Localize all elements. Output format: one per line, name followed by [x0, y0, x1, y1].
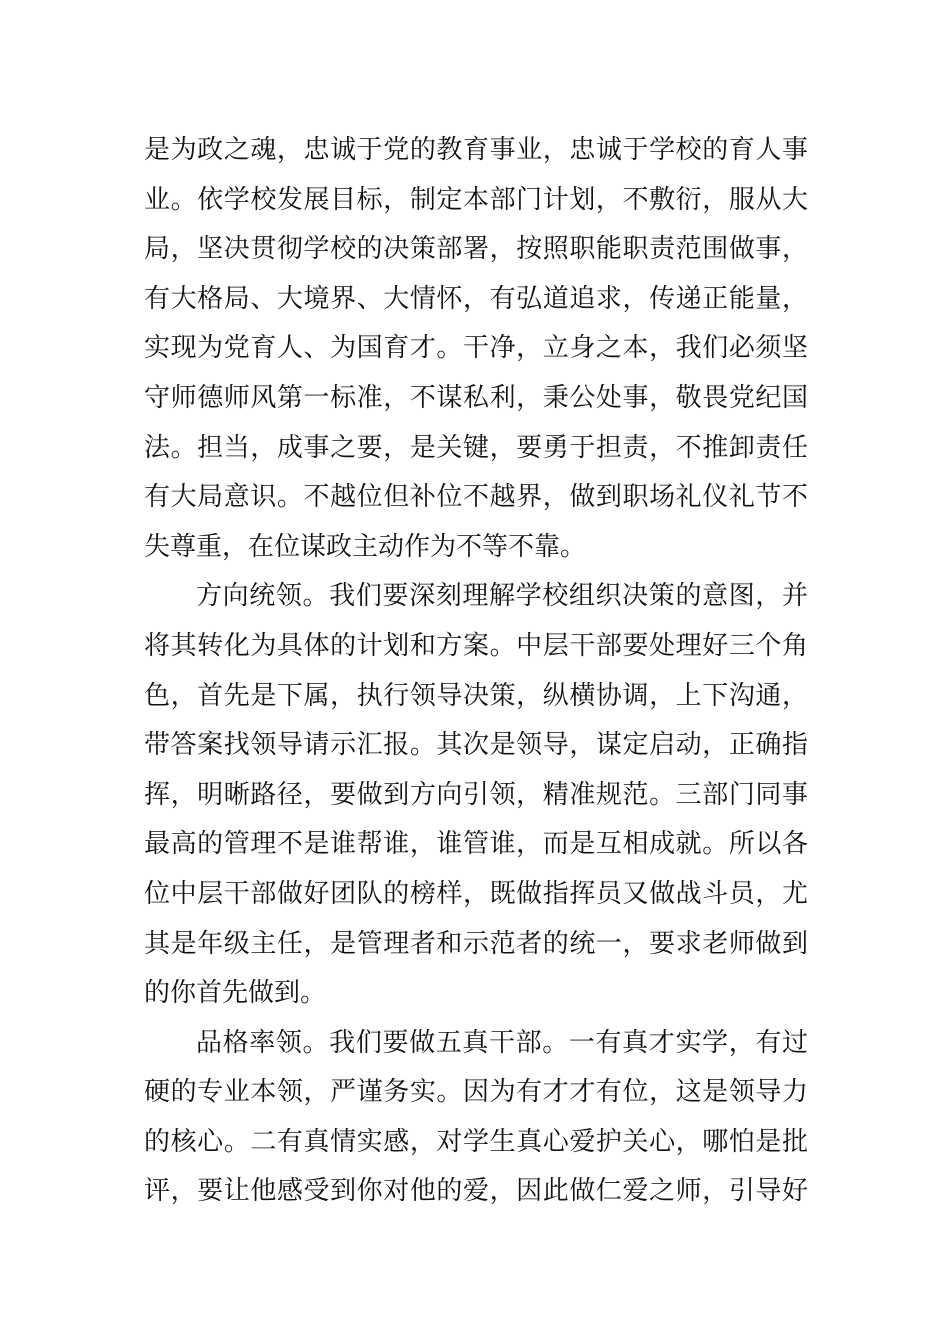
- text-line: 有大局意识。不越位但补位不越界，做到职场礼仪礼节不: [144, 482, 808, 513]
- text-line: 法。担当，成事之要，是关键，要勇于担责，不推卸责任: [144, 432, 808, 463]
- text-line: 方向统领。我们要深刻理解学校组织决策的意图，并: [196, 581, 808, 612]
- text-line: 的你首先做到。: [144, 978, 327, 1009]
- text-line: 失尊重，在位谋政主动作为不等不靠。: [144, 531, 587, 562]
- text-line: 位中层干部做好团队的榜样，既做指挥员又做战斗员，尤: [144, 878, 808, 909]
- text-line: 色，首先是下属，执行领导决策，纵横协调，上下沟通，: [144, 680, 808, 711]
- text-line: 是为政之魂，忠诚于党的教育事业，忠诚于学校的育人事: [144, 135, 808, 165]
- text-line: 品格率领。我们要做五真干部。一有真才实学，有过: [196, 1027, 808, 1058]
- text-line: 将其转化为具体的计划和方案。中层干部要处理好三个角: [144, 630, 808, 661]
- text-line: 评，要让他感受到你对他的爱，因此做仁爱之师，引导好: [144, 1176, 808, 1207]
- body-text: [144, 126, 808, 1217]
- text-line: 业。依学校发展目标，制定本部门计划，不敷衍，服从大: [144, 184, 808, 215]
- text-line: 局，坚决贯彻学校的决策部署，按照职能职责范围做事，: [144, 234, 808, 265]
- text-line: 实现为党育人、为国育才。干净，立身之本，我们必须坚: [144, 333, 808, 364]
- text-line: 带答案找领导请示汇报。其次是领导，谋定启动，正确指: [144, 730, 808, 761]
- text-line: 硬的专业本领，严谨务实。因为有才才有位，这是领导力: [144, 1077, 808, 1108]
- text-line: 最高的管理不是谁帮谁，谁管谁，而是互相成就。所以各: [144, 829, 808, 860]
- text-line: 其是年级主任，是管理者和示范者的统一，要求老师做到: [144, 928, 808, 959]
- text-line: 挥，明晰路径，要做到方向引领，精准规范。三部门同事: [144, 779, 808, 810]
- text-line: 的核心。二有真情实感，对学生真心爱护关心，哪怕是批: [144, 1126, 808, 1157]
- text-line: 守师德师风第一标准，不谋私利，秉公处事，敬畏党纪国: [144, 382, 808, 413]
- text-line: 有大格局、大境界、大情怀，有弘道追求，传递正能量，: [144, 283, 808, 314]
